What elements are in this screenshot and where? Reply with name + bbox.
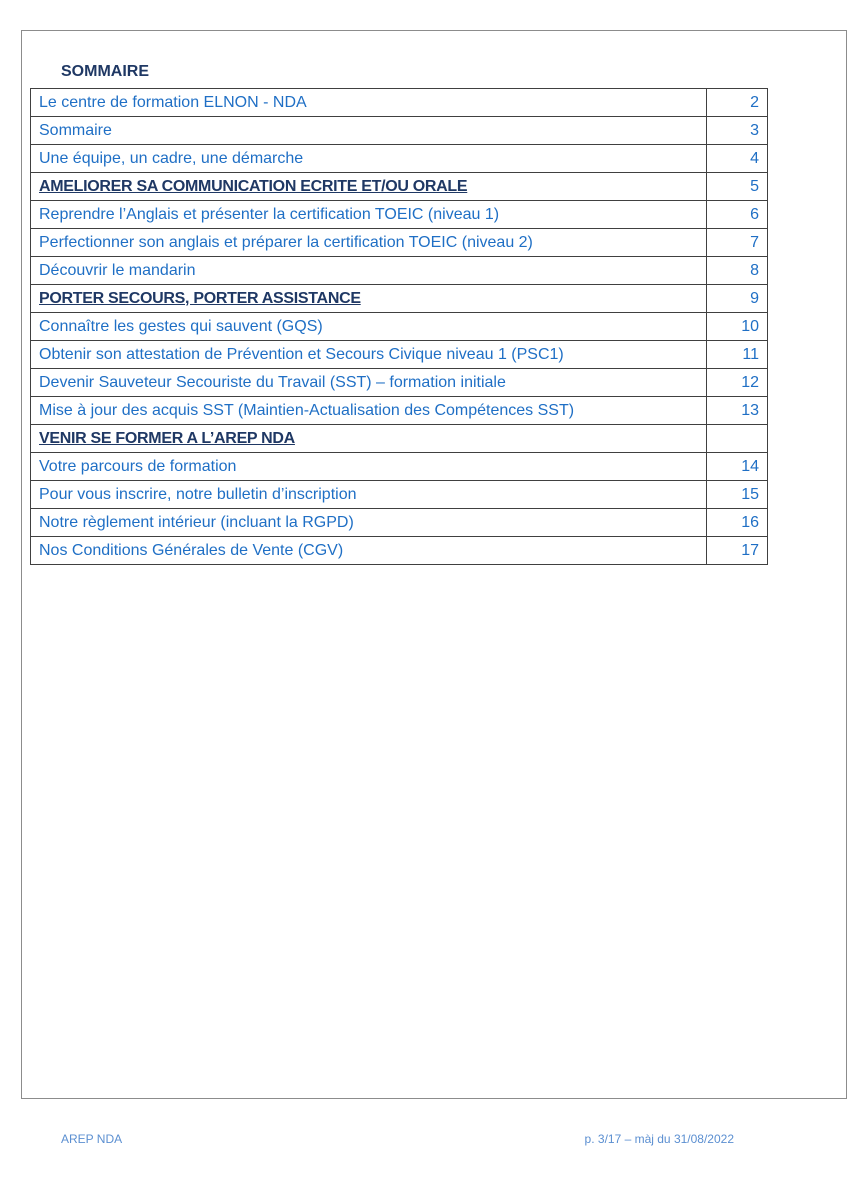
toc-section-label: AMELIORER SA COMMUNICATION ECRITE ET/OU ORALE <box>31 173 707 201</box>
toc-row[interactable] <box>31 537 768 565</box>
toc-entry-page: 16 <box>707 509 768 537</box>
toc-entry-page: 7 <box>707 229 768 257</box>
toc-row[interactable] <box>31 201 768 229</box>
toc-entry-page: 12 <box>707 369 768 397</box>
toc-entry-page: 11 <box>707 341 768 369</box>
toc-entry-page: 8 <box>707 257 768 285</box>
toc-row[interactable] <box>31 117 768 145</box>
toc-section-label: VENIR SE FORMER A L’AREP NDA <box>31 425 707 453</box>
toc-entry-label: Le centre de formation ELNON - NDA <box>31 89 707 117</box>
toc-entry-page: 5 <box>707 173 768 201</box>
toc-row[interactable] <box>31 313 768 341</box>
toc-row[interactable] <box>31 453 768 481</box>
toc-entry-label: Une équipe, un cadre, une démarche <box>31 145 707 173</box>
toc-entry-label: Perfectionner son anglais et préparer la certification TOEIC (niveau 2) <box>31 229 707 257</box>
toc-entry-page: 13 <box>707 397 768 425</box>
toc-entry-label: Reprendre l’Anglais et présenter la certification TOEIC (niveau 1) <box>31 201 707 229</box>
toc-row[interactable] <box>31 257 768 285</box>
toc-section-row[interactable] <box>31 425 768 453</box>
toc-row[interactable] <box>31 341 768 369</box>
toc-entry-page: 14 <box>707 453 768 481</box>
toc-entry-page: 17 <box>707 537 768 565</box>
toc-row[interactable] <box>31 145 768 173</box>
toc-entry-label: Devenir Sauveteur Secouriste du Travail (SST) – formation initiale <box>31 369 707 397</box>
footer-page-info: p. 3/17 – màj du 31/08/2022 <box>584 1132 734 1146</box>
toc-title: SOMMAIRE <box>61 63 149 80</box>
toc-row[interactable] <box>31 229 768 257</box>
toc-entry-page: 3 <box>707 117 768 145</box>
toc-entry-page: 4 <box>707 145 768 173</box>
toc-row[interactable] <box>31 481 768 509</box>
toc-entry-label: Connaître les gestes qui sauvent (GQS) <box>31 313 707 341</box>
toc-row[interactable] <box>31 397 768 425</box>
toc-table <box>30 88 768 565</box>
footer-org-name: AREP NDA <box>61 1132 123 1146</box>
toc-entry-label: Pour vous inscrire, notre bulletin d’inscription <box>31 481 707 509</box>
toc-section-row[interactable] <box>31 285 768 313</box>
toc-entry-label: Nos Conditions Générales de Vente (CGV) <box>31 537 707 565</box>
toc-entry-page: 6 <box>707 201 768 229</box>
toc-entry-label: Sommaire <box>31 117 707 145</box>
toc-section-label: PORTER SECOURS, PORTER ASSISTANCE <box>31 285 707 313</box>
toc-entry-label: Votre parcours de formation <box>31 453 707 481</box>
toc-entry-label: Notre règlement intérieur (incluant la RGPD) <box>31 509 707 537</box>
toc-entry-label: Découvrir le mandarin <box>31 257 707 285</box>
toc-entry-label: Obtenir son attestation de Prévention et Secours Civique niveau 1 (PSC1) <box>31 341 707 369</box>
toc-entry-page: 15 <box>707 481 768 509</box>
toc-entry-label: Mise à jour des acquis SST (Maintien-Actualisation des Compétences SST) <box>31 397 707 425</box>
toc-entry-page <box>707 425 768 453</box>
toc-row[interactable] <box>31 369 768 397</box>
toc-row[interactable] <box>31 509 768 537</box>
toc-row[interactable] <box>31 89 768 117</box>
toc-section-row[interactable] <box>31 173 768 201</box>
toc-entry-page: 9 <box>707 285 768 313</box>
toc-entry-page: 2 <box>707 89 768 117</box>
toc-entry-page: 10 <box>707 313 768 341</box>
